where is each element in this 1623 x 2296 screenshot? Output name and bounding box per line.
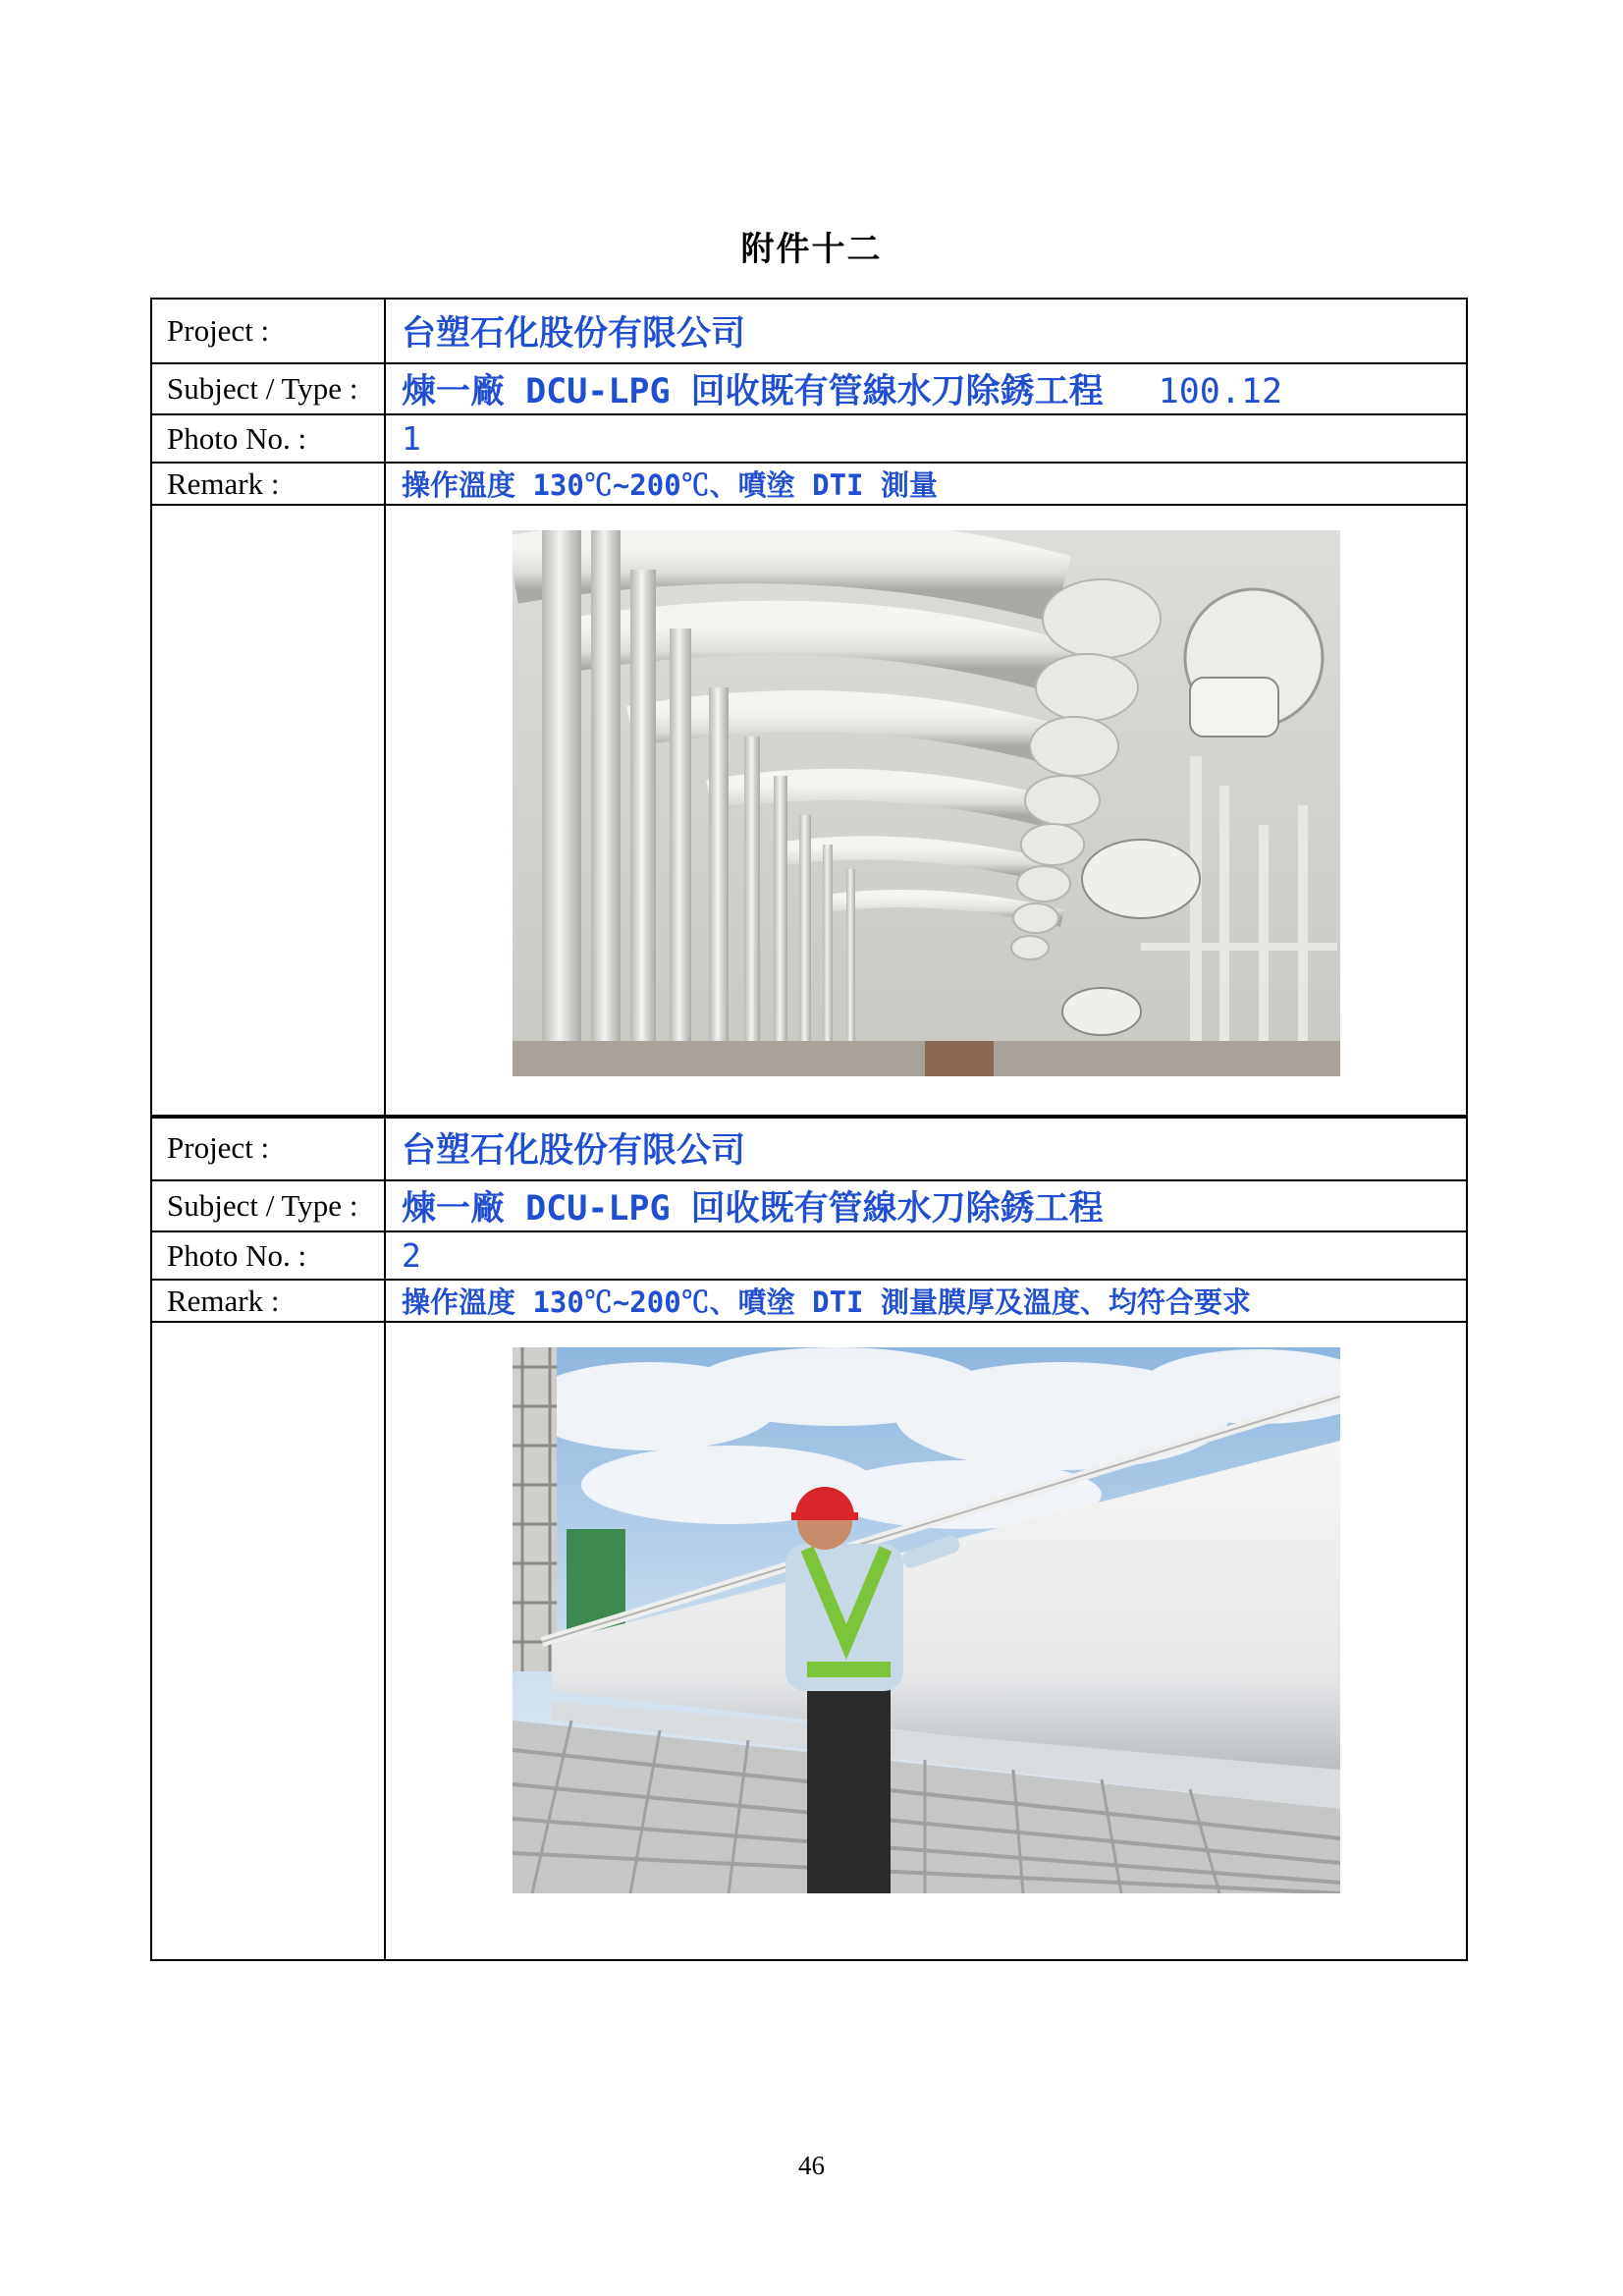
subject-label: Subject / Type : <box>151 363 385 414</box>
subject-date: 100.12 <box>1158 372 1283 411</box>
attachment-title: 附件十二 <box>740 230 883 269</box>
project-label: Project : <box>151 1116 385 1180</box>
project-label: Project : <box>151 299 385 363</box>
remark-label: Remark : <box>151 463 385 505</box>
subject-label: Subject / Type : <box>151 1180 385 1231</box>
project-value: 台塑石化股份有限公司 <box>385 1116 1467 1180</box>
project-value: 台塑石化股份有限公司 <box>385 299 1467 363</box>
subject-value <box>385 363 1467 414</box>
photo-no-value: 1 <box>385 414 1467 463</box>
remark-value: 操作溫度 130℃~200℃、噴塗 DTI 測量 <box>385 463 1467 505</box>
photo-no-label: Photo No. : <box>151 414 385 463</box>
subject-value: 煉一廠 DCU-LPG 回收既有管線水刀除銹工程 <box>385 1180 1467 1231</box>
pipe-rack-photo <box>513 530 1340 1076</box>
photo-cell <box>385 1322 1467 1960</box>
photo-no-value: 2 <box>385 1231 1467 1280</box>
remark-label: Remark : <box>151 1280 385 1322</box>
photo-label-blank <box>151 1322 385 1960</box>
photo-record-2 <box>150 1115 1468 1961</box>
photo-no-label: Photo No. : <box>151 1231 385 1280</box>
photo-cell <box>385 505 1467 1118</box>
pipeline-inspection-photo <box>513 1347 1340 1893</box>
page-number: 46 <box>798 2151 825 2180</box>
photo-record-1 <box>150 298 1468 1119</box>
remark-value: 操作溫度 130℃~200℃、噴塗 DTI 測量膜厚及溫度、均符合要求 <box>385 1280 1467 1322</box>
subject-text: 煉一廠 DCU-LPG 回收既有管線水刀除銹工程 <box>402 372 1104 411</box>
photo-label-blank <box>151 505 385 1118</box>
